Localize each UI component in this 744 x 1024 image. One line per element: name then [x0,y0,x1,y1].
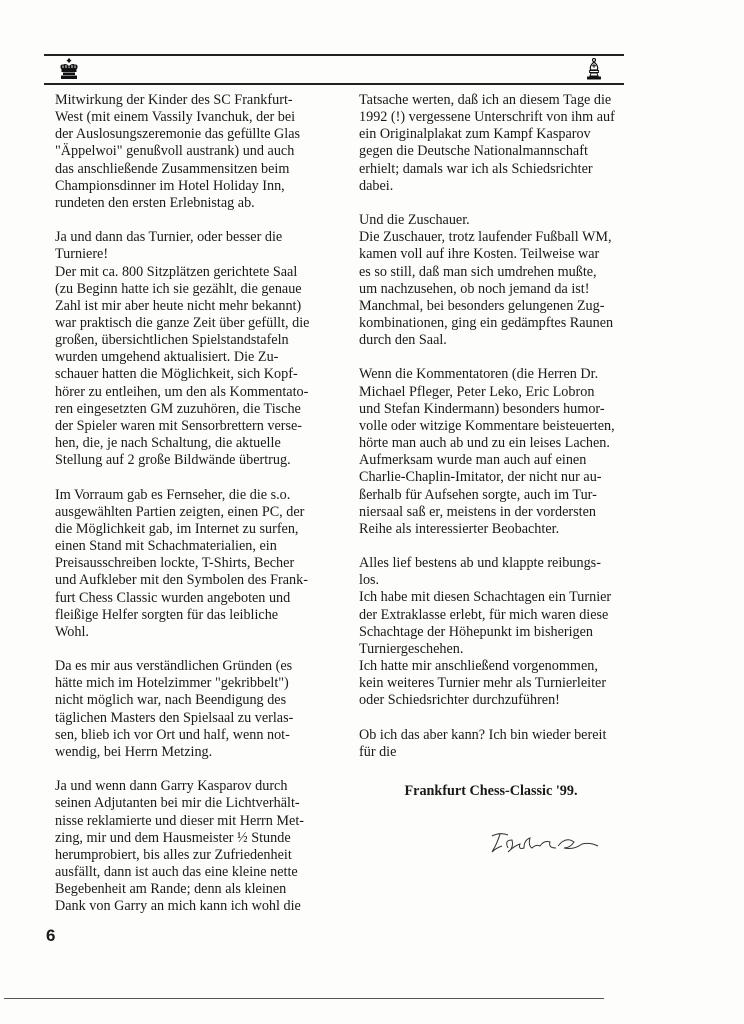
text-line: Championsdinner im Hotel Holiday Inn, [55,177,285,194]
text-line: los. [359,572,380,589]
text-line: die Möglichkeit gab, im Internet zu surfen, [55,520,299,537]
text-line: fleißige Helfer sorgten für das leibliche [55,606,279,623]
text-line: Wohl. [55,623,89,640]
text-line: herumprobiert, bis alles zur Zufriedenheit [55,846,292,863]
text-line: der Extraklasse erlebt, für mich waren diese [359,606,609,623]
footer-rule [4,998,604,999]
text-line: Ich hatte mir anschließend vorgenommen, [359,658,598,675]
left-text-column [55,92,319,933]
paragraph [55,487,319,641]
text-line: gegen die Deutsche Nationalmannschaft [359,143,588,160]
text-line: ausgewählten Partien zeigten, einen PC, der [55,503,305,520]
text-line: Im Vorraum gab es Fernseher, die die s.o. [55,486,291,503]
paragraph [55,778,319,915]
paragraph [359,212,623,349]
paragraph [359,727,623,761]
text-line: Dank von Garry an mich kann ich wohl die [55,898,301,915]
text-line: wendig, bei Herrn Metzing. [55,743,213,760]
text-line: der Auslosungszeremonie das gefüllte Glas [55,126,301,143]
text-line: dabei. [359,177,394,194]
text-line: niersaal saß er, meistens in der vordersten [359,503,596,520]
header-rule-bottom [44,83,624,85]
handwritten-signature [478,826,608,866]
text-line: täglichen Masters den Spielsaal zu verlas- [55,709,294,726]
text-line: Begebenheit am Rande; denn als kleinen [55,881,287,898]
paragraph [359,555,623,709]
closing-line: Frankfurt Chess-Classic '99. [404,783,578,800]
text-line: Ich habe mit diesen Schachtagen ein Turnier [359,589,612,606]
text-line: das anschließende Zusammensitzen beim [55,160,290,177]
text-line: einen Stand mit Schachmaterialien, ein [55,538,277,555]
text-line: 1992 (!) vergessene Unterschrift von ihm auf [359,109,615,126]
text-line: Mitwirkung der Kinder des SC Frankfurt- [55,92,293,108]
text-line: Der mit ca. 800 Sitzplätzen gerichtete Saal [55,263,298,280]
text-line: nisse reklamierte und dieser mit Herrn Met- [55,812,304,829]
text-line: zing, mir und dem Hausmeister ½ Stunde [55,829,291,846]
text-line: Alles lief bestens ab und klappte reibungs- [359,555,601,572]
text-line: für die [359,743,397,760]
right-text-column [359,92,623,800]
text-line: Stellung auf 2 große Bildwände übertrug. [55,452,291,469]
text-line: Reihe als interessierter Beobachter. [359,520,560,537]
text-line: Michael Pfleger, Peter Leko, Eric Lobron [359,383,595,400]
page-number: 6 [46,926,56,945]
text-line: ausfällt, dann ist auch das eine kleine nette [55,863,298,880]
text-line: und Aufkleber mit den Symbolen des Frank- [55,572,308,589]
text-line: Ja und dann das Turnier, oder besser die [55,229,283,246]
text-line: erhielt; damals war ich als Schiedsrichter [359,160,593,177]
text-line: sen, blieb ich vor Ort und half, wenn not- [55,726,290,743]
text-line: kamen voll auf ihre Kosten. Teilweise war [359,246,600,263]
text-line: kein weiteres Turnier mehr als Turnierleiter [359,675,607,692]
text-line: Ob ich das aber kann? Ich bin wieder bereit [359,726,607,743]
text-line: Turniergeschehen. [359,640,464,657]
chess-king-icon [58,58,80,80]
text-line: (zu Beginn hatte ich sie gezählt, die genaue [55,280,302,297]
text-line: und Stefan Kindermann) besonders humor- [359,400,605,417]
paragraph [359,92,623,195]
text-line: "Äppelwoi" genußvoll austrank) und auch [55,143,295,160]
text-line: hörte man auch ab und zu ein leises Lachen. [359,435,610,452]
header-rule-top [44,54,624,56]
text-line: der Spieler waren mit Sensorbrettern verse- [55,417,303,434]
text-line: Schachtage der Höhepunkt im bisherigen [359,623,594,640]
paragraph [55,229,319,469]
text-line: ßerhalb für Aufsehen sorgte, auch im Tur- [359,486,597,503]
text-line: rundeten den ersten Erlebnistag ab. [55,194,255,211]
text-line: großen, übersichtlichen Spielstandstafeln [55,332,289,349]
text-line: volle oder witzige Kommentare beisteuerten, [359,417,615,434]
text-line: kombinationen, ging ein gedämpftes Raunen [359,315,614,332]
text-line: Preisausschreiben lockte, T-Shirts, Becher [55,555,295,572]
text-line: Und die Zuschauer. [359,212,470,229]
chess-bishop-icon [585,58,603,80]
text-line: Turniere! [55,246,109,263]
text-line: Da es mir aus verständlichen Gründen (es [55,658,293,675]
text-line: um nachzusehen, ob noch jemand da ist! [359,280,590,297]
text-line: Zahl ist mir aber heute nicht mehr bekannt) [55,297,302,314]
text-line: Aufmerksam wurde man auch auf einen [359,452,587,469]
paragraph [55,92,319,212]
text-line: war praktisch die ganze Zeit über gefüllt, die [55,315,310,332]
text-line: West (mit einem Vassily Ivanchuk, der bei [55,109,296,126]
text-line: hätte mich im Hotelzimmer "gekribbelt") [55,675,289,692]
text-line: Ja und wenn dann Garry Kasparov durch [55,778,288,795]
text-line: durch den Saal. [359,332,447,349]
text-line: seinen Adjutanten bei mir die Lichtverhält- [55,795,300,812]
text-line: wurden umgehend aktualisiert. Die Zu- [55,349,279,366]
text-line: nicht möglich war, nach Beendigung des [55,692,287,709]
text-line: Wenn die Kommentatoren (die Herren Dr. [359,366,599,383]
text-line: ren eingesetzten GM zuzuhören, die Tische [55,400,301,417]
text-line: Die Zuschauer, trotz laufender Fußball WM, [359,229,612,246]
paragraph [359,366,623,538]
text-line: schauer hatten die Möglichkeit, sich Kopf- [55,366,298,383]
paragraph [55,658,319,761]
text-line: hen, die, je nach Schaltung, die aktuelle [55,435,281,452]
text-line: hörer zu entleihen, um den als Kommentato- [55,383,309,400]
text-line: Tatsache werten, daß ich an diesem Tage die [359,92,612,108]
text-line: ein Originalplakat zum Kampf Kasparov [359,126,591,143]
text-line: Charlie-Chaplin-Imitator, der nicht nur au- [359,469,602,486]
text-line: Manchmal, bei besonders gelungenen Zug- [359,297,605,314]
text-line: furt Chess Classic wurden angeboten und [55,589,291,606]
text-line: es so still, daß man sich umdrehen mußte, [359,263,597,280]
text-line: oder Schiedsrichter durchzuführen! [359,692,560,709]
